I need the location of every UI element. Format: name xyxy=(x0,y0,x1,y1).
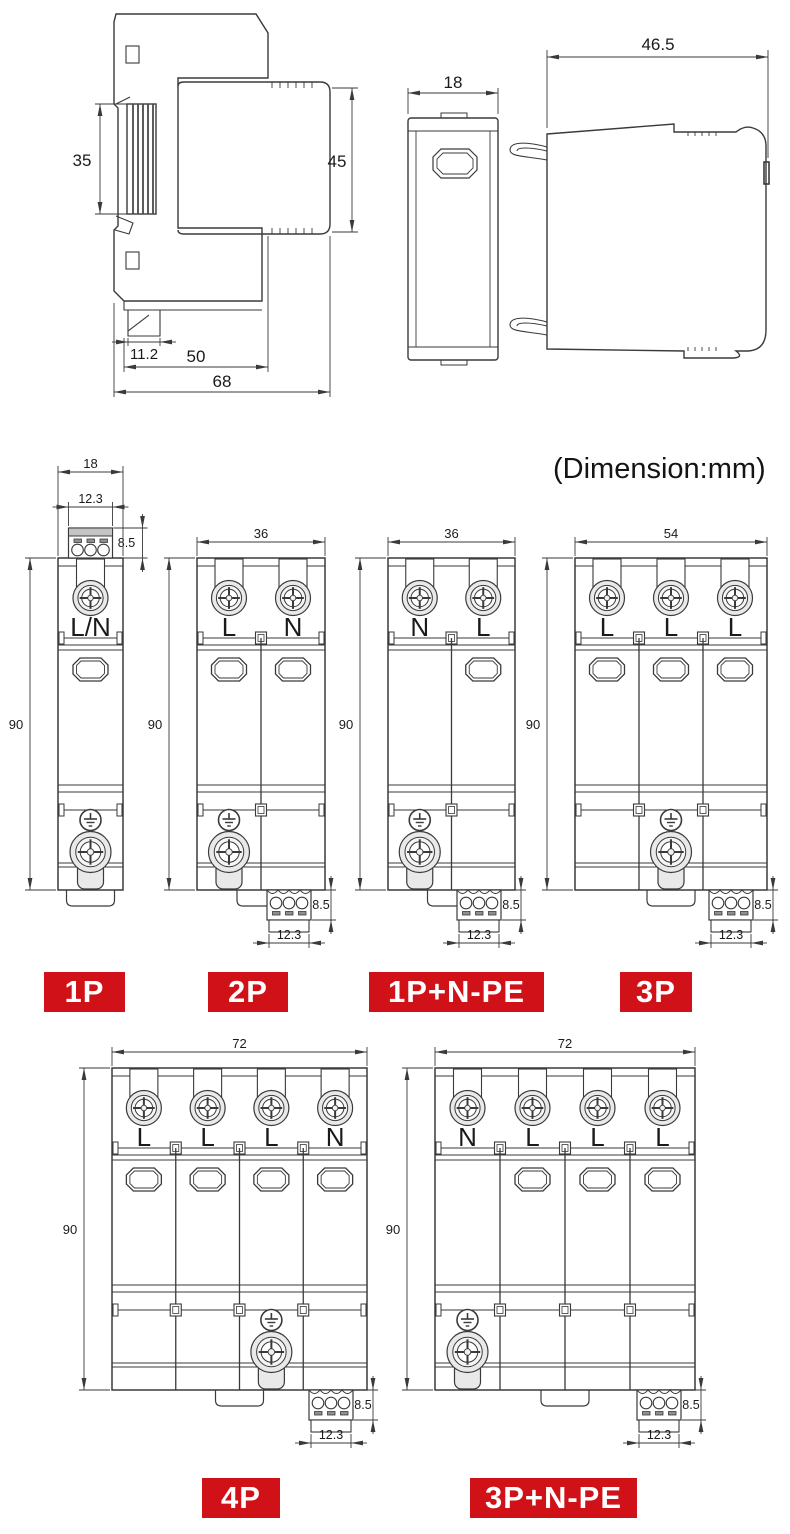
caption-1p-n-pe: 1P+N-PE xyxy=(369,972,544,1012)
caption-1p: 1P xyxy=(44,972,125,1012)
module-front-view-4p xyxy=(63,1036,378,1448)
caption-3p-n-pe: 3P+N-PE xyxy=(470,1478,637,1518)
dim-depth-46-5-label: 46.5 xyxy=(641,35,675,54)
pole-label: N xyxy=(458,1122,477,1152)
dim-terminal-pitch-label: 12.3 xyxy=(78,492,103,506)
dim-terminal-pitch-label: 12.3 xyxy=(718,928,744,942)
dim-height-label: 90 xyxy=(338,717,354,732)
dim-height-label: 90 xyxy=(8,717,24,732)
dim-width-label: 72 xyxy=(557,1036,573,1051)
module-front-view-3p xyxy=(526,526,778,948)
module-front-view-2p xyxy=(148,526,336,948)
pole-label: L xyxy=(525,1122,540,1152)
pole-label: N xyxy=(410,612,430,642)
module-front-view-1p-n-pe xyxy=(339,526,526,948)
dim-terminal-height-label: 8.5 xyxy=(354,1398,372,1412)
side-view-46-5-drawing xyxy=(510,35,769,358)
dim-width-label: 36 xyxy=(253,526,269,541)
dim-height-label: 90 xyxy=(62,1222,78,1237)
dim-terminal-pitch-label: 12.3 xyxy=(318,1428,344,1442)
dim-height-label: 90 xyxy=(525,717,541,732)
pole-label: L xyxy=(200,1122,215,1152)
module-front-view-1p xyxy=(9,456,148,906)
pole-label: L/N xyxy=(70,612,111,642)
dim-terminal-pitch-label: 12.3 xyxy=(276,928,302,942)
pole-label: L xyxy=(663,612,679,642)
pole-label: L xyxy=(655,1122,670,1152)
dim-module-height-label: 45 xyxy=(327,152,347,171)
dim-total-depth-label: 68 xyxy=(212,372,232,391)
pole-label: L xyxy=(476,612,491,642)
dim-terminal-height-label: 8.5 xyxy=(682,1398,700,1412)
dim-width-18-label: 18 xyxy=(443,73,463,92)
dim-width-label: 36 xyxy=(444,526,459,541)
dim-height-label: 90 xyxy=(147,717,163,732)
dim-width-label: 54 xyxy=(663,526,679,541)
dim-body-depth-label: 50 xyxy=(186,347,206,366)
dim-terminal-pitch-label: 12.3 xyxy=(646,1428,672,1442)
pole-label: L xyxy=(727,612,743,642)
dim-terminal-pitch-label: 12.3 xyxy=(466,928,492,942)
pole-label: L xyxy=(136,1122,152,1152)
dim-height-label: 90 xyxy=(385,1222,401,1237)
dim-terminal-height-label: 8.5 xyxy=(117,536,136,550)
dimension-unit-note: (Dimension:mm) xyxy=(553,453,766,485)
dim-terminal-height-label: 8.5 xyxy=(312,898,330,912)
pole-label: L xyxy=(221,612,237,642)
caption-4p: 4P xyxy=(202,1478,280,1518)
dim-width-label: 72 xyxy=(232,1036,247,1051)
front-view-18mm-drawing xyxy=(408,73,498,365)
dim-terminal-height-label: 8.5 xyxy=(754,898,772,912)
dim-foot-width-label: 11.2 xyxy=(129,346,159,363)
pole-label: L xyxy=(264,1122,279,1152)
pole-label: N xyxy=(283,612,303,642)
pole-label: L xyxy=(599,612,615,642)
module-front-views xyxy=(9,456,778,1448)
pole-label: N xyxy=(325,1122,345,1152)
caption-2p: 2P xyxy=(208,972,288,1012)
dim-width-label: 18 xyxy=(83,456,98,471)
module-front-view-3p-n-pe xyxy=(386,1036,706,1448)
dim-terminal-height-label: 8.5 xyxy=(502,898,520,912)
dim-rail-height-label: 35 xyxy=(72,151,92,170)
caption-3p: 3P xyxy=(620,972,692,1012)
pole-label: L xyxy=(590,1122,605,1152)
din-rail-section xyxy=(127,104,156,214)
side-view-din-drawing xyxy=(73,14,358,397)
